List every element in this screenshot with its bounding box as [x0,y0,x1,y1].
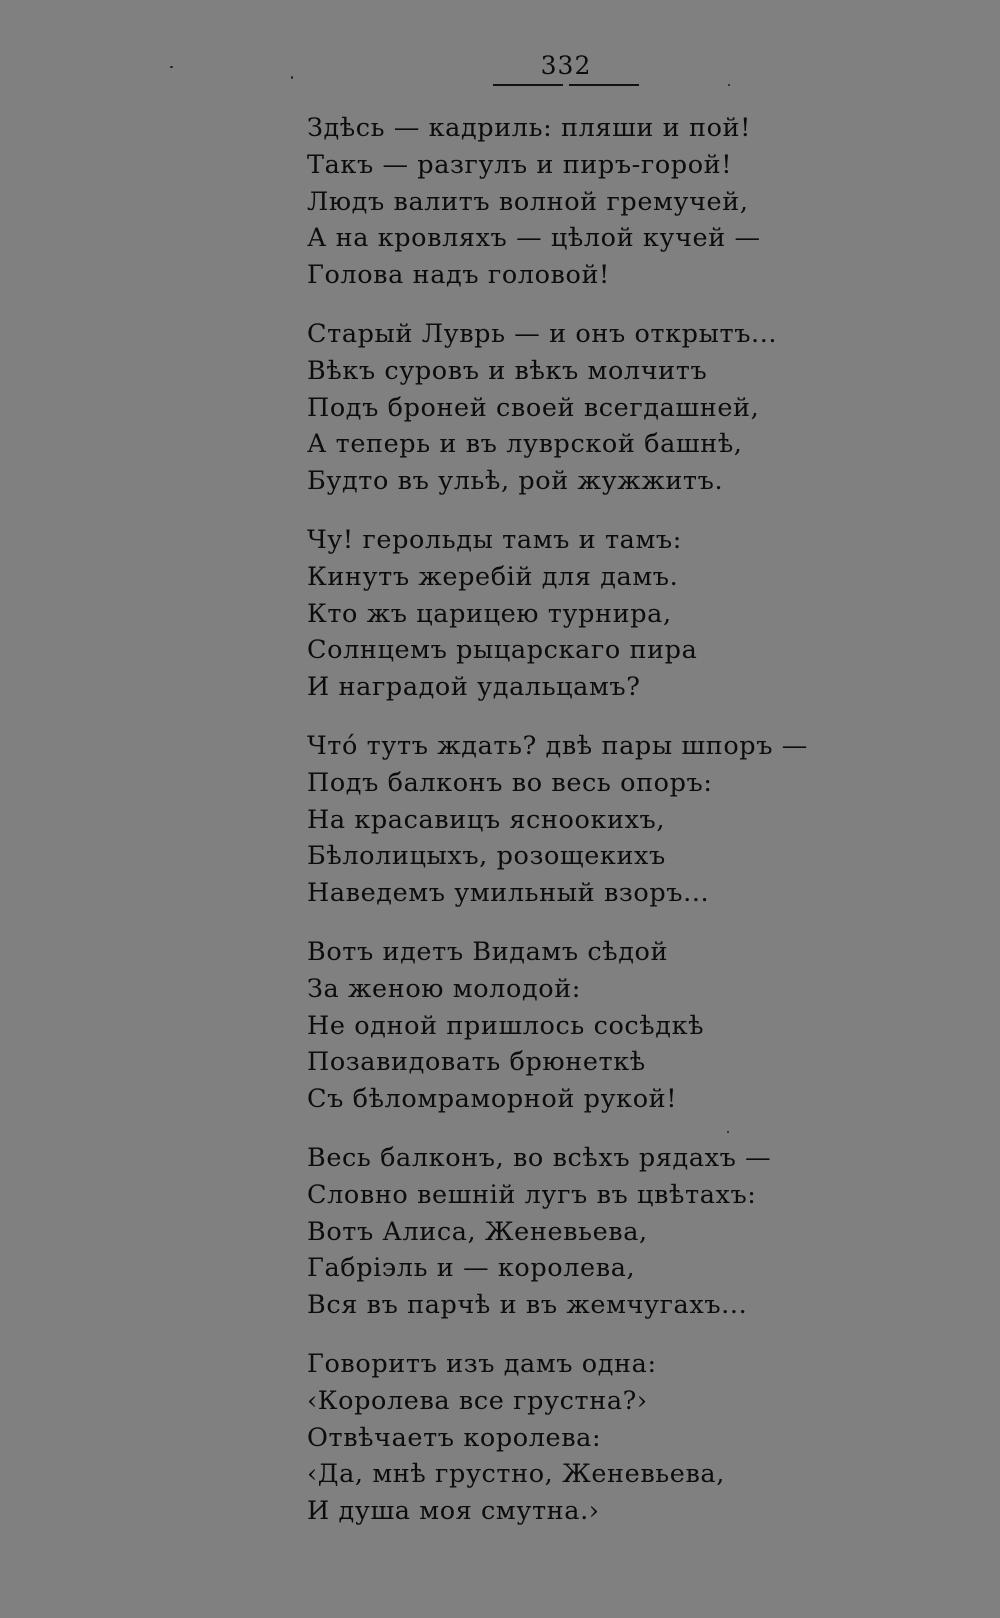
header-rule-right [569,84,639,86]
scan-speck [170,66,173,68]
poem-line: Людъ валитъ волной гремучей, [307,186,749,217]
poem-line: И душа моя смутна.› [307,1496,600,1527]
poem-line: Старый Луврь — и онъ открытъ... [307,318,778,349]
poem-line: Вотъ идетъ Видамъ сѣдой [307,936,669,967]
scan-speck [728,84,730,86]
poem-line: Подъ броней своей всегдашней, [307,392,760,423]
header-rule [493,84,639,86]
header-rule-left [493,84,563,86]
stanza-4 [307,728,907,912]
scan-speck [291,76,293,79]
poem-line: Кто жъ царицею турнира, [307,598,672,629]
poem-line: Вотъ Алиса, Женевьева, [307,1216,648,1247]
stanza-2 [307,316,907,500]
poem-line: Вся въ парчѣ и въ жемчугахъ... [307,1290,748,1321]
stanza-6 [307,1140,907,1324]
poem-line: Здѣсь — кадриль: пляши и пой! [307,113,751,143]
poem-line: На красавицъ ясноокихъ, [307,804,666,835]
poem-line: Кинутъ жеребій для дамъ. [307,561,679,592]
page-number: 332 [540,51,592,80]
poem-line: ‹Да, мнѣ грустно, Женевьева, [307,1459,725,1490]
poem-line: За женою молодой: [307,973,581,1004]
poem-line: Вѣкъ суровъ и вѣкъ молчитъ [307,355,708,386]
poem-line: А теперь и въ луврской башнѣ, [307,429,743,460]
poem-line: Весь балконъ, во всѣхъ рядахъ — [307,1142,772,1173]
poem-body [307,110,907,1552]
poem-line: Отвѣчаетъ королева: [307,1422,602,1453]
poem-line: Солнцемъ рыцарскаго пира [307,635,698,666]
poem-line: Позавидовать брюнеткѣ [307,1047,646,1078]
stanza-1 [307,110,907,294]
poem-line: Словно вешній лугъ въ цвѣтахъ: [307,1179,757,1210]
poem-line: А на кровляхъ — цѣлой кучей — [307,223,761,254]
poem-line: Будто въ ульѣ, рой жужжитъ. [307,466,724,497]
poem-line: Что́ тутъ ждать? двѣ пары шпоръ — [307,730,808,761]
poem-line: Наведемъ умильный взоръ... [307,878,710,909]
stanza-5 [307,934,907,1118]
poem-line: ‹Королева все грустна?› [307,1385,648,1416]
page-header [493,50,639,86]
poem-line: Говоритъ изъ дамъ одна: [307,1348,657,1379]
stanza-3 [307,522,907,706]
poem-line: Съ бѣломраморной рукой! [307,1084,678,1115]
poem-line: И наградой удальцамъ? [307,672,641,703]
poem-line: Чу! герольды тамъ и тамъ: [307,524,682,555]
poem-line: Голова надъ головой! [307,260,610,291]
poem-line: Такъ — разгулъ и пиръ-горой! [307,149,733,180]
poem-line: Бѣлолицыхъ, розощекихъ [307,841,666,872]
poem-line: Не одной пришлось сосѣдкѣ [307,1010,705,1041]
stanza-7 [307,1346,907,1530]
poem-line: Габріэль и — королева, [307,1253,636,1284]
poem-line: Подъ балконъ во весь опоръ: [307,767,713,798]
